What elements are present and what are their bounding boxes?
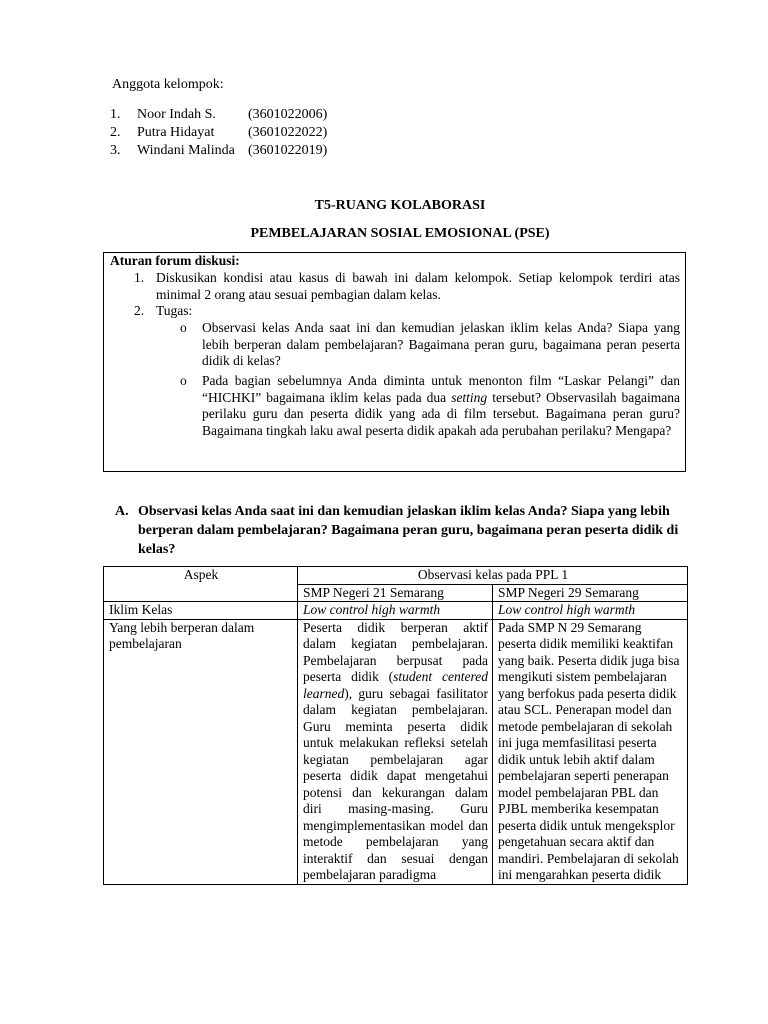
rules-subitem-text: Pada bagian sebelumnya Anda diminta untuk menonton film “Laskar Pelangi” dan “HICHKI” bagaimana iklim kelas pada dua [202, 373, 680, 405]
member-nim: (3601022006) [248, 107, 328, 122]
rules-subitem-text: tersebut? Observasilah bagaimana perilaku guru dan peserta didik yang ada di film tersebut. Bagaimana peran guru? Bagaimana tingkah laku awal peserta didik apakah ada perubahan perilaku? Mengapa? [202, 389, 680, 438]
header-aspect: Aspek [104, 567, 298, 602]
cell-italic: student centered learned [303, 669, 488, 701]
cell-italic: Low control high warmth [303, 602, 441, 617]
rules-heading: Aturan forum diskusi: [110, 253, 240, 268]
row-cell [298, 619, 493, 884]
rules-item-text: Tugas: [156, 303, 193, 318]
bullet-icon: o [180, 373, 187, 388]
member-name: Noor Indah S. [137, 107, 216, 122]
rules-item-text: Diskusikan kondisi atau kasus di bawah ini dalam kelompok. Setiap kelompok terdiri atas minimal 2 orang atau sesuai pembagian dalam kelas. [156, 270, 680, 302]
cell-italic: Low control high warmth [498, 602, 636, 617]
table-header-row [104, 567, 688, 585]
member-nim: (3601022022) [248, 125, 328, 140]
members-label: Anggota kelompok: [112, 77, 224, 92]
member-nim: (3601022019) [248, 143, 328, 158]
table-row [104, 619, 688, 884]
header-school-2: SMP Negeri 29 Semarang [493, 584, 688, 602]
page-subtitle: PEMBELAJARAN SOSIAL EMOSIONAL (PSE) [250, 226, 550, 241]
table-row [104, 602, 688, 620]
header-school-1: SMP Negeri 21 Semarang [298, 584, 493, 602]
member-number: 3. [110, 143, 121, 158]
row-cell [493, 602, 688, 620]
row-cell: Pada SMP N 29 Semarang peserta didik memiliki keaktifan yang baik. Peserta didik juga bisa mengikuti sistem pembelajaran yang berfokus pada peserta didik atau SCL. Penerapan model dan metode pembelajaran di sekolah ini juga memfasilitasi peserta didik untuk lebih aktif dalam pembelajaran seperti penerapan model pembelajaran PBL dan PJBL memberika kesempatan peserta didik untuk mengeksplor pengetahuan secara aktif dan mandiri. Pembelajaran di sekolah ini mengarahkan peserta didik [493, 619, 688, 884]
bullet-icon: o [180, 320, 187, 335]
section-letter: A. [115, 504, 129, 519]
section-question: Observasi kelas Anda saat ini dan kemudian jelaskan iklim kelas Anda? Siapa yang lebih berperan dalam pembelajaran? Bagaimana peran guru, bagaimana peran peserta didik di kelas? [138, 504, 679, 557]
rules-item-number: 1. [134, 270, 145, 285]
rules-item-number: 2. [134, 303, 145, 318]
rules-box [103, 252, 686, 472]
row-label: Yang lebih berperan dalam pembelajaran [104, 619, 298, 884]
member-name: Putra Hidayat [137, 125, 215, 140]
observation-table [103, 566, 688, 885]
header-observation: Observasi kelas pada PPL 1 [298, 567, 688, 585]
cell-text: Peserta didik berperan aktif dalam kegiatan pembelajaran. Pembelajaran berpusat pada peserta didik ( [303, 619, 488, 684]
member-number: 2. [110, 125, 121, 140]
rules-subitem: Observasi kelas Anda saat ini dan kemudian jelaskan iklim kelas Anda? Siapa yang lebih berperan dalam pembelajaran? Bagaimana peran guru, bagaimana peran peserta didik di kelas? [202, 320, 680, 368]
page-title: T5-RUANG KOLABORASI [314, 198, 486, 213]
rules-subitem-italic: setting [451, 389, 488, 405]
rules-subitem [202, 373, 680, 439]
member-name: Windani Malinda [137, 143, 235, 158]
row-label: Iklim Kelas [104, 602, 298, 620]
member-number: 1. [110, 107, 121, 122]
row-cell [298, 602, 493, 620]
cell-text: ), guru sebagai fasilitator dalam kegiatan pembelajaran. Guru meminta peserta didik untuk melakukan refleksi setelah kegiatan pembelajaran agar peserta didik dapat mengetahui potensi dan kekurangan dalam diri masing-masing. Guru mengimplementasikan model dan metode pembelajaran yang interaktif dan sesuai dengan pembelajaran paradigma [303, 685, 488, 882]
